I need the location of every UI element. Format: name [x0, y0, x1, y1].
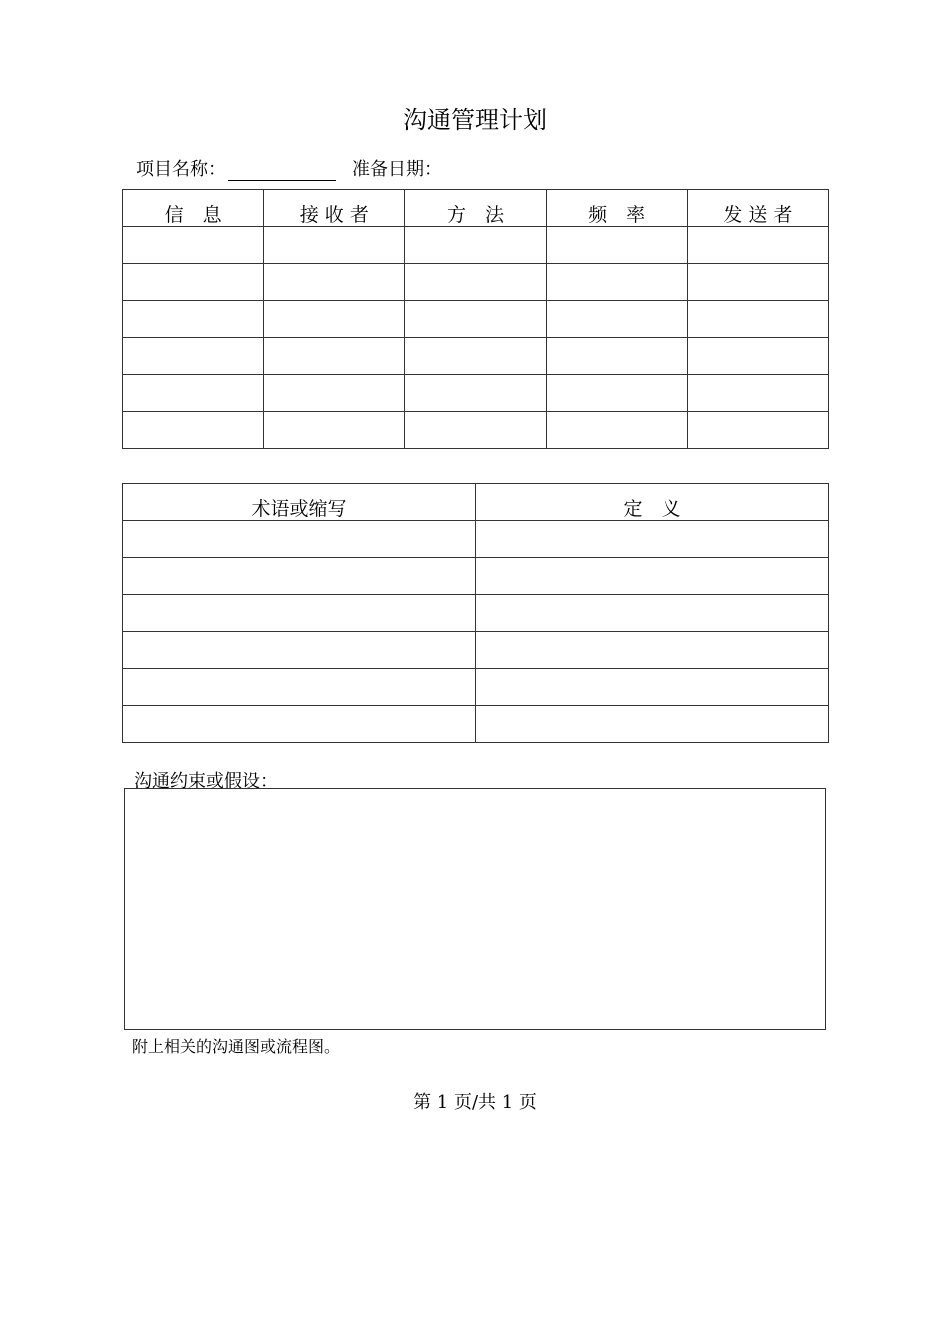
table-cell[interactable]: [123, 669, 476, 706]
meta-row: [136, 155, 442, 181]
table-cell[interactable]: [123, 558, 476, 595]
table-cell[interactable]: [405, 412, 546, 449]
table-cell[interactable]: [687, 301, 828, 338]
table-cell[interactable]: [123, 412, 264, 449]
table-cell[interactable]: [405, 375, 546, 412]
table-cell[interactable]: [123, 595, 476, 632]
table-cell[interactable]: [476, 558, 829, 595]
table-row: [123, 227, 829, 264]
table-row: [123, 412, 829, 449]
table-cell[interactable]: [546, 264, 687, 301]
table-row: [123, 264, 829, 301]
table-cell[interactable]: [264, 227, 405, 264]
constraints-field[interactable]: [124, 788, 826, 1030]
footnote: 附上相关的沟通图或流程图。: [132, 1037, 341, 1056]
table-cell[interactable]: [687, 264, 828, 301]
table-cell[interactable]: [264, 338, 405, 375]
table-row: [123, 301, 829, 338]
table-cell[interactable]: [123, 632, 476, 669]
page-number: 第 1 页/共 1 页: [413, 1092, 537, 1113]
header-frequency: 频 率: [546, 190, 687, 227]
table-row: [123, 669, 829, 706]
table-cell[interactable]: [123, 706, 476, 743]
table-cell[interactable]: [123, 521, 476, 558]
table-cell[interactable]: [546, 375, 687, 412]
table-row: [123, 558, 829, 595]
table-cell[interactable]: [476, 706, 829, 743]
table-cell[interactable]: [123, 301, 264, 338]
table-cell[interactable]: [476, 632, 829, 669]
header-sender: 发 送 者: [687, 190, 828, 227]
table-cell[interactable]: [687, 227, 828, 264]
constraints-label: 沟通约束或假设：: [134, 771, 278, 792]
header-receiver: 接 收 者: [264, 190, 405, 227]
table-cell[interactable]: [476, 595, 829, 632]
table-cell[interactable]: [264, 301, 405, 338]
project-name-label: 项目名称：: [136, 159, 226, 180]
table-row: [123, 375, 829, 412]
table-cell[interactable]: [123, 227, 264, 264]
table-cell[interactable]: [123, 375, 264, 412]
header-term: 术语或缩写: [123, 484, 476, 521]
table-cell[interactable]: [687, 375, 828, 412]
terms-table: [122, 483, 829, 743]
table-cell[interactable]: [405, 227, 546, 264]
prep-date-label: 准备日期：: [352, 159, 442, 180]
table-cell[interactable]: [546, 227, 687, 264]
header-info: 信 息: [123, 190, 264, 227]
table-row: [123, 706, 829, 743]
table-cell[interactable]: [476, 669, 829, 706]
table-cell[interactable]: [546, 412, 687, 449]
table-cell[interactable]: [476, 521, 829, 558]
table-cell[interactable]: [264, 412, 405, 449]
table-cell[interactable]: [264, 375, 405, 412]
table-cell[interactable]: [264, 264, 405, 301]
table-cell[interactable]: [405, 338, 546, 375]
table-row: [123, 521, 829, 558]
page-title: 沟通管理计划: [403, 106, 547, 134]
table-cell[interactable]: [687, 412, 828, 449]
table-cell[interactable]: [405, 301, 546, 338]
table-row: [123, 338, 829, 375]
table-cell[interactable]: [687, 338, 828, 375]
info-table-header-row: [123, 190, 829, 227]
table-cell[interactable]: [546, 301, 687, 338]
terms-table-header-row: [123, 484, 829, 521]
header-definition: 定 义: [476, 484, 829, 521]
table-cell[interactable]: [546, 338, 687, 375]
table-row: [123, 595, 829, 632]
table-cell[interactable]: [123, 264, 264, 301]
table-cell[interactable]: [123, 338, 264, 375]
table-row: [123, 632, 829, 669]
communication-info-table: [122, 189, 829, 449]
table-cell[interactable]: [405, 264, 546, 301]
project-name-field[interactable]: [228, 160, 336, 181]
header-method: 方 法: [405, 190, 546, 227]
